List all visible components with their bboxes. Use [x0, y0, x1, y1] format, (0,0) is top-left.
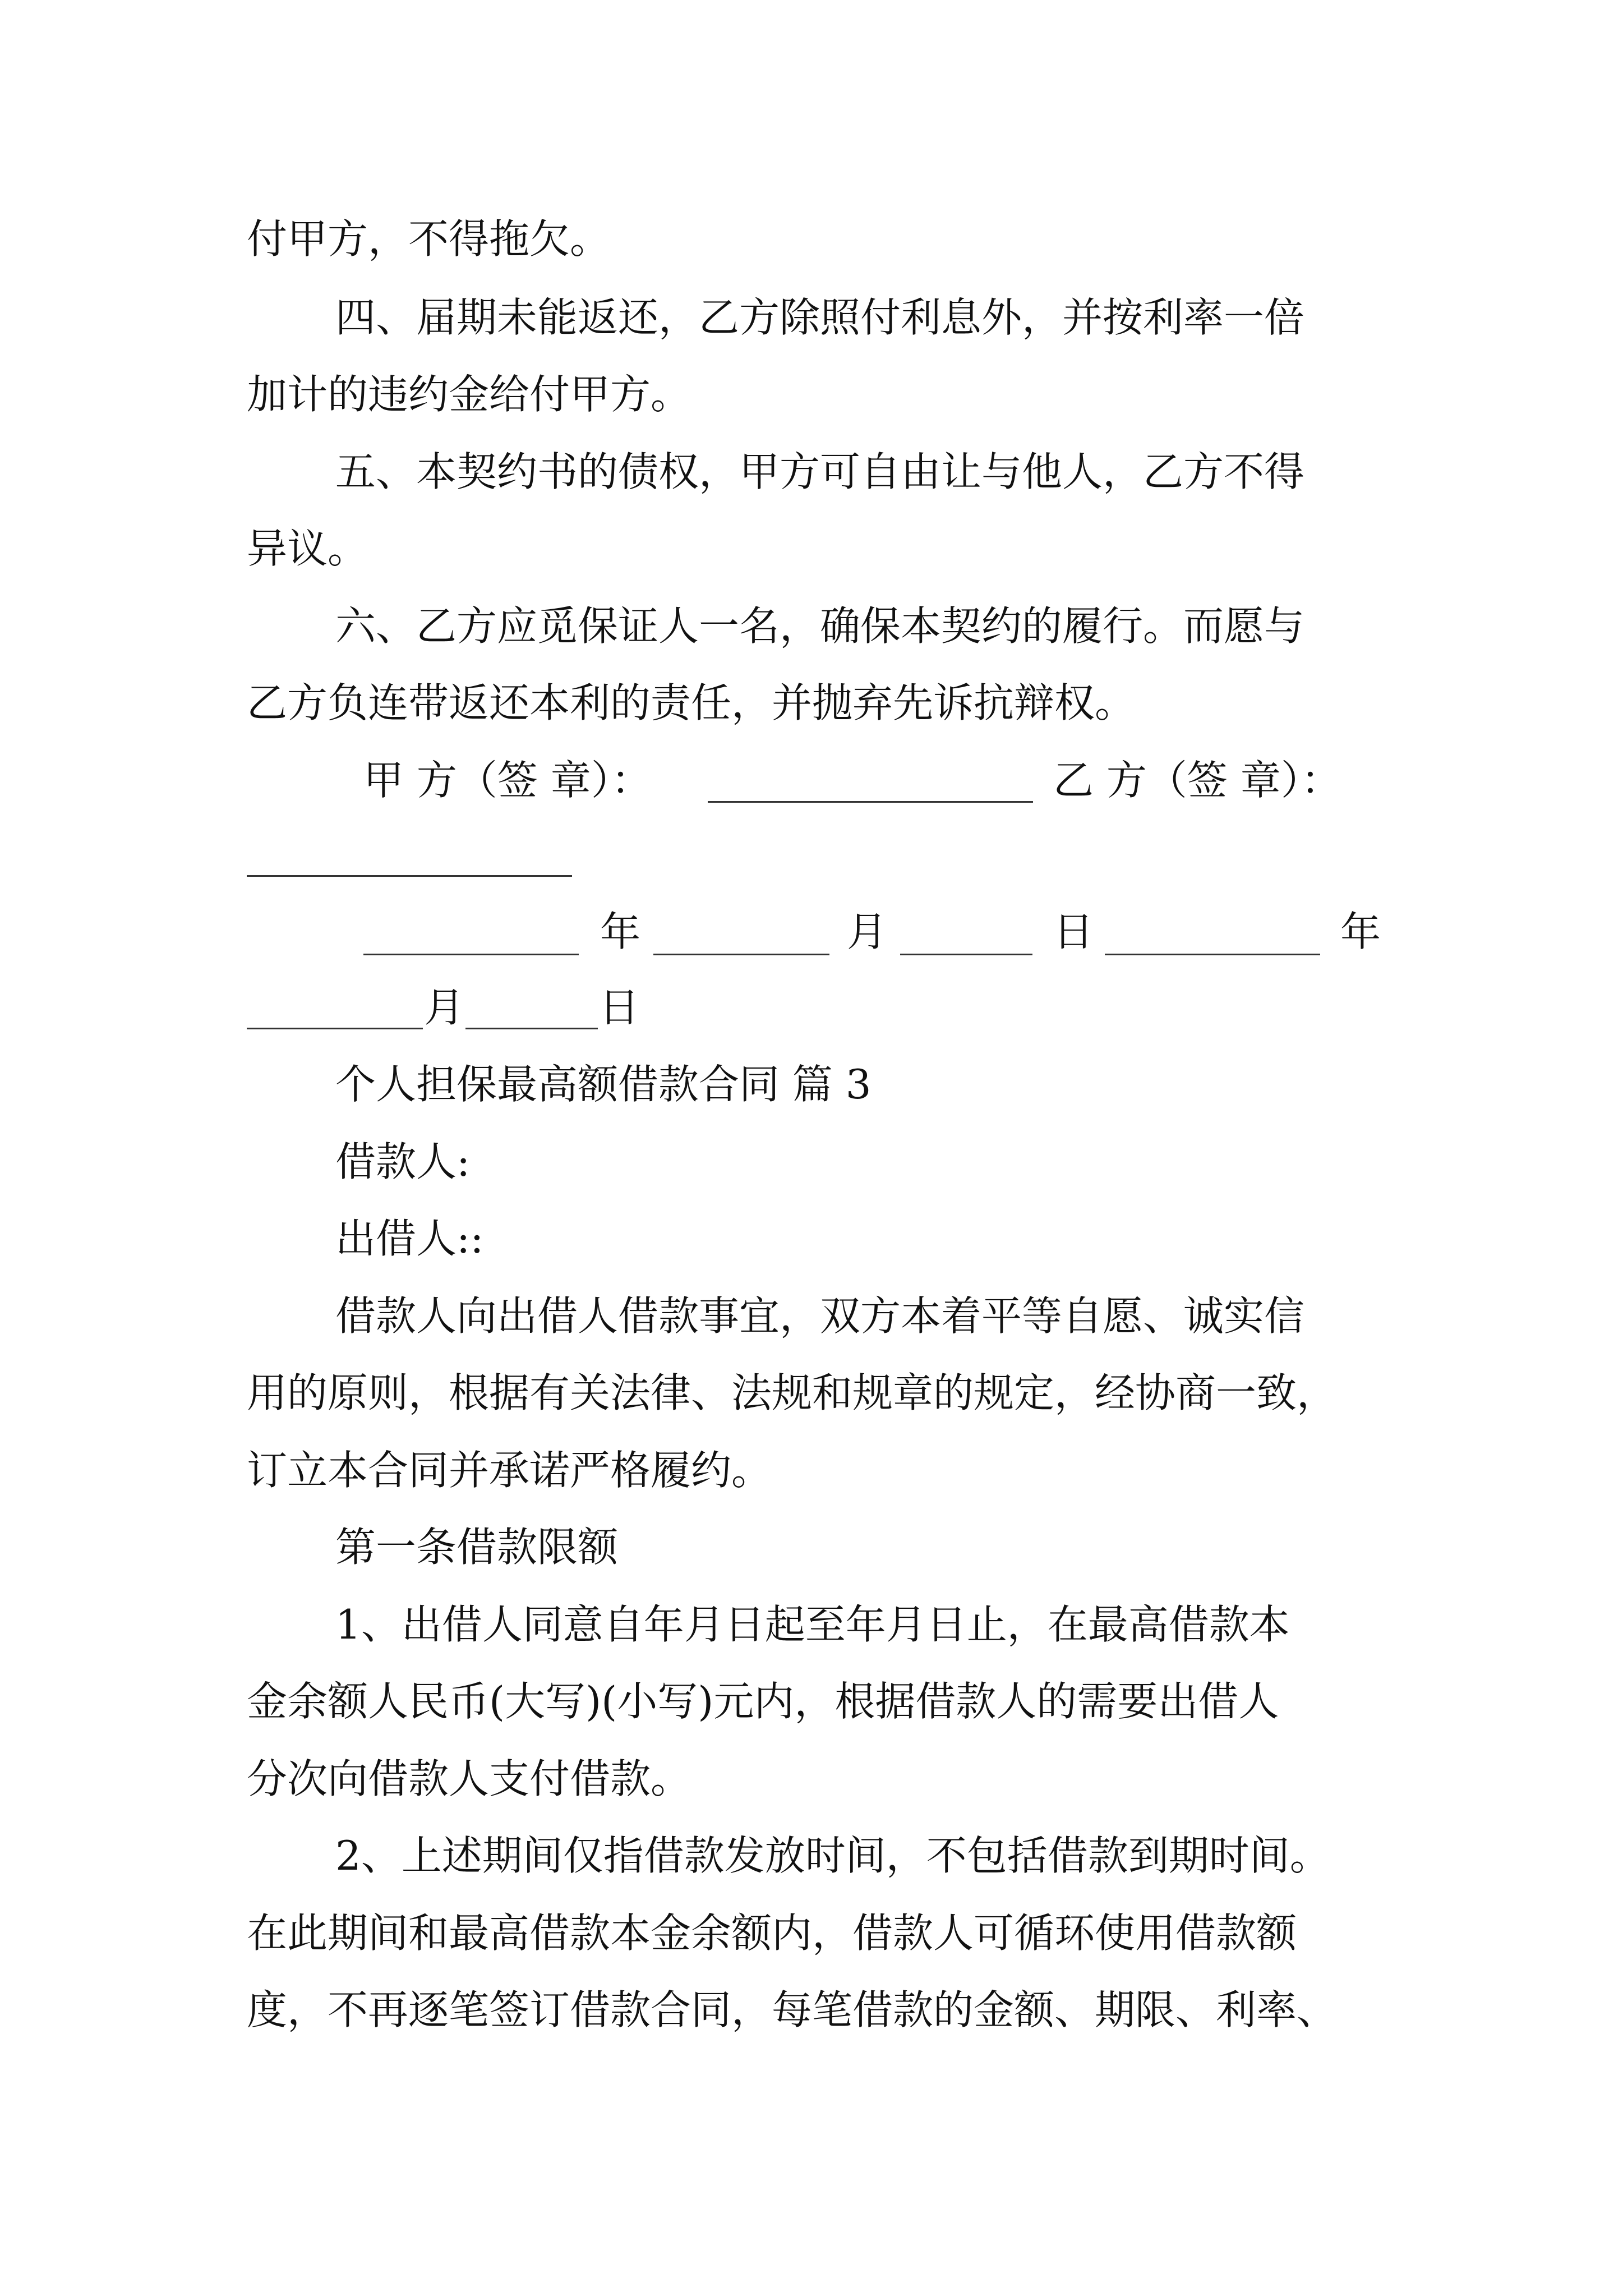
- party-a-signature-label: 甲 方（签 章）：: [363, 757, 652, 804]
- date-a-year: 年: [600, 908, 641, 955]
- date-b-day-blank: [465, 1028, 598, 1029]
- date-a-day-blank: [900, 954, 1032, 955]
- lender-label: 出借人::: [335, 1215, 484, 1262]
- body-line: 四、届期未能返还，乙方除照付利息外，并按利率一倍: [335, 294, 1305, 341]
- article-1-title: 第一条借款限额: [335, 1524, 619, 1571]
- date-b-year: 年: [1340, 908, 1381, 955]
- date-a-month: 月: [847, 908, 888, 955]
- section-title: 个人担保最高额借款合同 篇 3: [335, 1061, 872, 1108]
- date-b-year-blank: [1105, 954, 1320, 955]
- body-line: 六、乙方应觅保证人一名，确保本契约的履行。而愿与: [335, 602, 1305, 650]
- date-a-month-blank: [653, 954, 829, 955]
- item-2-line: 2、上述期间仅指借款发放时间，不包括借款到期时间。: [335, 1832, 1330, 1879]
- body-line: 乙方负连带返还本利的责任，并抛弃先诉抗辩权。: [247, 679, 1136, 726]
- date-b-day: 日: [599, 984, 640, 1031]
- party-a-signature-line: [708, 801, 1033, 803]
- item-1-line: 分次向借款人支付借款。: [247, 1755, 691, 1802]
- body-line: 付甲方，不得拖欠。: [247, 215, 611, 263]
- party-b-signature-label: 乙 方（签 章）：: [1053, 757, 1341, 804]
- date-a-year-blank: [363, 954, 579, 955]
- date-b-month-blank: [247, 1028, 423, 1029]
- body-line: 异议。: [247, 525, 368, 572]
- item-1-line: 金余额人民币(大写)(小写)元内，根据借款人的需要出借人: [247, 1678, 1279, 1725]
- intro-line: 订立本合同并承诺严格履约。: [247, 1447, 772, 1494]
- intro-line: 借款人向出借人借款事宜，双方本着平等自愿、诚实信: [335, 1292, 1305, 1340]
- party-b-signature-line: [247, 875, 572, 877]
- date-b-month: 月: [424, 984, 465, 1031]
- borrower-label: 借款人:: [335, 1138, 471, 1185]
- item-2-line: 在此期间和最高借款本金余额内，借款人可循环使用借款额: [247, 1910, 1297, 1957]
- intro-line: 用的原则，根据有关法律、法规和规章的规定，经协商一致，: [247, 1369, 1338, 1416]
- item-1-line: 1、出借人同意自年月日起至年月日止，在最高借款本: [335, 1601, 1290, 1648]
- date-a-day: 日: [1053, 908, 1094, 955]
- body-line: 加计的违约金给付甲方。: [247, 371, 691, 418]
- body-line: 五、本契约书的债权，甲方可自由让与他人，乙方不得: [335, 448, 1305, 495]
- item-2-line: 度，不再逐笔签订借款合同，每笔借款的金额、期限、利率、: [247, 1986, 1338, 2033]
